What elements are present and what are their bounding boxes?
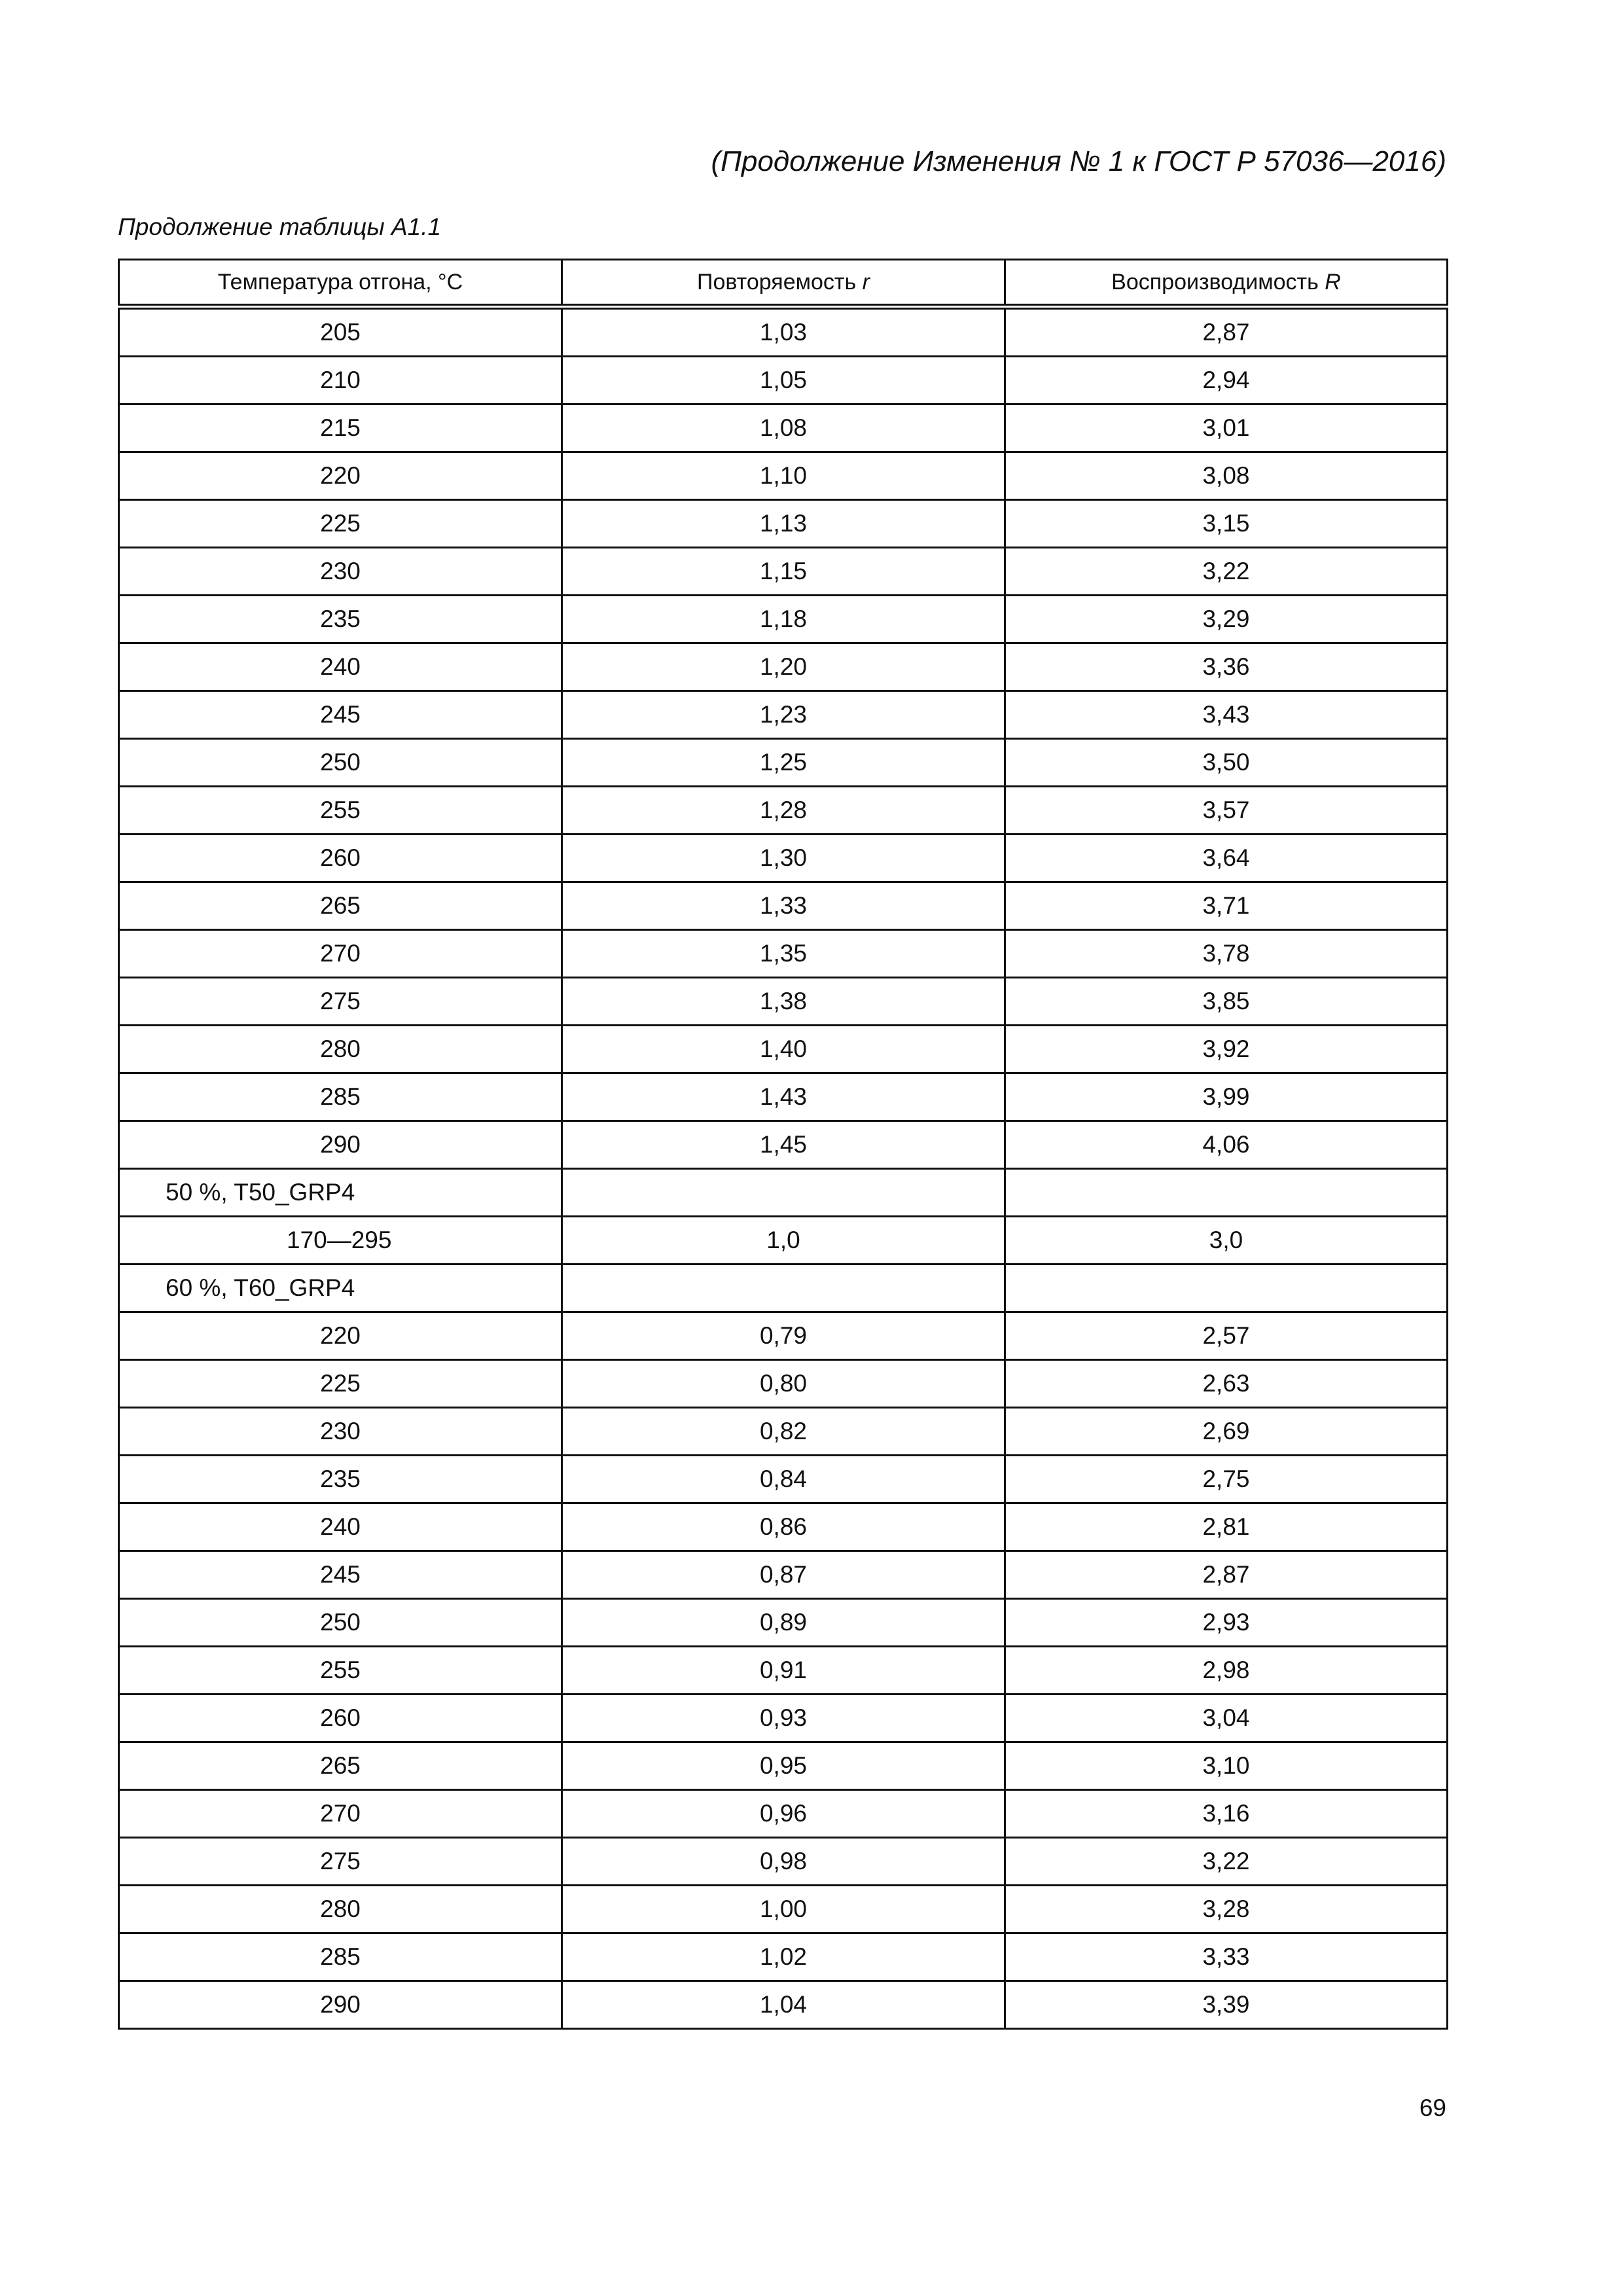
reproducibility-cell: 2,81 [1005,1503,1448,1551]
table-row [119,1933,1448,1981]
header-temperature: Температура отгона, °С [119,260,562,307]
repeatability-cell: 1,45 [562,1121,1005,1169]
repeatability-cell: 1,03 [562,307,1005,357]
data-table-container [118,259,1446,2030]
table-row [119,1073,1448,1121]
repeatability-cell: 0,96 [562,1790,1005,1838]
reproducibility-cell: 3,08 [1005,452,1448,500]
temperature-cell: 240 [119,643,562,691]
table-row [119,1695,1448,1742]
repeatability-cell: 0,80 [562,1360,1005,1408]
range-row-t50 [119,1217,1448,1265]
table-row [119,1026,1448,1073]
reproducibility-cell: 2,94 [1005,357,1448,404]
table-row [119,1886,1448,1933]
temperature-cell: 255 [119,1647,562,1695]
temperature-cell: 280 [119,1026,562,1073]
repeatability-cell: 1,33 [562,882,1005,930]
header-reproducibility-label: Воспроизводимость [1111,269,1319,295]
table-row [119,1121,1448,1169]
table-row [119,357,1448,404]
table-row [119,548,1448,596]
temperature-cell: 275 [119,1838,562,1886]
repeatability-cell: 1,08 [562,404,1005,452]
reproducibility-cell: 2,57 [1005,1312,1448,1360]
table-row [119,930,1448,978]
repeatability-cell: 1,28 [562,787,1005,834]
reproducibility-cell: 3,28 [1005,1886,1448,1933]
temperature-cell: 285 [119,1073,562,1121]
table-row [119,1456,1448,1503]
reproducibility-cell: 3,29 [1005,596,1448,643]
repeatability-cell: 1,00 [562,1886,1005,1933]
temperature-cell: 240 [119,1503,562,1551]
repeatability-cell: 0,84 [562,1456,1005,1503]
repeatability-cell: 1,13 [562,500,1005,548]
temperature-cell: 265 [119,1742,562,1790]
repeatability-cell: 1,05 [562,357,1005,404]
temperature-cell: 220 [119,1312,562,1360]
table-row [119,1981,1448,2029]
temperature-cell: 225 [119,1360,562,1408]
temperature-cell: 230 [119,1408,562,1456]
reproducibility-cell: 3,64 [1005,834,1448,882]
precision-table [118,259,1448,2030]
reproducibility-cell: 2,93 [1005,1599,1448,1647]
reproducibility-cell: 2,63 [1005,1360,1448,1408]
temperature-cell: 215 [119,404,562,452]
repeatability-cell: 1,0 [562,1217,1005,1265]
temperature-cell: 220 [119,452,562,500]
reproducibility-cell: 2,69 [1005,1408,1448,1456]
reproducibility-cell: 3,22 [1005,1838,1448,1886]
temperature-cell: 235 [119,1456,562,1503]
reproducibility-cell: 3,0 [1005,1217,1448,1265]
header-reproducibility [1005,260,1448,307]
repeatability-cell: 0,93 [562,1695,1005,1742]
temperature-cell: 270 [119,930,562,978]
repeatability-cell: 0,98 [562,1838,1005,1886]
table-row [119,1408,1448,1456]
temperature-cell: 245 [119,1551,562,1599]
temperature-cell: 210 [119,357,562,404]
temperature-cell: 255 [119,787,562,834]
repeatability-cell: 1,15 [562,548,1005,596]
reproducibility-cell: 3,22 [1005,548,1448,596]
table-row [119,500,1448,548]
reproducibility-cell: 2,98 [1005,1647,1448,1695]
temperature-cell: 290 [119,1121,562,1169]
reproducibility-symbol: R [1325,269,1341,295]
reproducibility-cell: 3,10 [1005,1742,1448,1790]
temperature-cell: 235 [119,596,562,643]
table-row [119,978,1448,1026]
table-row [119,1790,1448,1838]
reproducibility-cell: 2,75 [1005,1456,1448,1503]
table-row [119,1312,1448,1360]
header-repeatability-label: Повторяемость [697,269,857,295]
table-row [119,404,1448,452]
reproducibility-cell: 3,15 [1005,500,1448,548]
table-row [119,596,1448,643]
reproducibility-cell: 3,01 [1005,404,1448,452]
group-row-t50 [119,1169,1448,1217]
reproducibility-cell: 3,50 [1005,739,1448,787]
temperature-cell: 250 [119,1599,562,1647]
table-row [119,787,1448,834]
reproducibility-cell: 3,99 [1005,1073,1448,1121]
repeatability-cell: 1,18 [562,596,1005,643]
reproducibility-cell: 3,16 [1005,1790,1448,1838]
empty-cell [562,1265,1005,1312]
table-row [119,1551,1448,1599]
repeatability-cell: 0,89 [562,1599,1005,1647]
table-row [119,691,1448,739]
temperature-cell: 250 [119,739,562,787]
repeatability-cell: 1,35 [562,930,1005,978]
table-row [119,1647,1448,1695]
table-header [119,260,1448,307]
table-row [119,1599,1448,1647]
repeatability-cell: 1,20 [562,643,1005,691]
repeatability-symbol: r [862,269,870,295]
repeatability-cell: 1,04 [562,1981,1005,2029]
temperature-cell: 290 [119,1981,562,2029]
temperature-cell: 265 [119,882,562,930]
temperature-cell: 260 [119,834,562,882]
temperature-cell: 285 [119,1933,562,1981]
reproducibility-cell: 2,87 [1005,307,1448,357]
repeatability-cell: 0,87 [562,1551,1005,1599]
temperature-cell: 245 [119,691,562,739]
group-label-cell: 60 %, T60_GRP4 [119,1265,562,1312]
table-row [119,882,1448,930]
temperature-cell: 260 [119,1695,562,1742]
reproducibility-cell: 3,57 [1005,787,1448,834]
repeatability-cell: 0,79 [562,1312,1005,1360]
repeatability-cell: 1,38 [562,978,1005,1026]
header-repeatability [562,260,1005,307]
temperature-cell: 230 [119,548,562,596]
table-row [119,1838,1448,1886]
reproducibility-cell: 4,06 [1005,1121,1448,1169]
reproducibility-cell: 3,36 [1005,643,1448,691]
table-row [119,452,1448,500]
table-row [119,739,1448,787]
reproducibility-cell: 3,33 [1005,1933,1448,1981]
empty-cell [562,1169,1005,1217]
group-label-cell: 50 %, T50_GRP4 [119,1169,562,1217]
reproducibility-cell: 3,04 [1005,1695,1448,1742]
temperature-cell: 205 [119,307,562,357]
table-row [119,1503,1448,1551]
table-body [119,307,1448,2029]
page-number: 69 [1419,2094,1446,2121]
running-header: (Продолжение Изменения № 1 к ГОСТ Р 57036—2016) [711,145,1446,177]
repeatability-cell: 0,95 [562,1742,1005,1790]
table-row [119,1742,1448,1790]
temperature-cell: 280 [119,1886,562,1933]
empty-cell [1005,1169,1448,1217]
group-row-t60 [119,1265,1448,1312]
reproducibility-cell: 3,71 [1005,882,1448,930]
temperature-cell: 275 [119,978,562,1026]
temperature-cell: 225 [119,500,562,548]
repeatability-cell: 0,91 [562,1647,1005,1695]
repeatability-cell: 1,25 [562,739,1005,787]
repeatability-cell: 1,43 [562,1073,1005,1121]
reproducibility-cell: 3,92 [1005,1026,1448,1073]
table-row [119,834,1448,882]
reproducibility-cell: 3,85 [1005,978,1448,1026]
reproducibility-cell: 3,78 [1005,930,1448,978]
repeatability-cell: 1,23 [562,691,1005,739]
repeatability-cell: 1,40 [562,1026,1005,1073]
repeatability-cell: 1,30 [562,834,1005,882]
reproducibility-cell: 3,43 [1005,691,1448,739]
repeatability-cell: 1,10 [562,452,1005,500]
empty-cell [1005,1265,1448,1312]
repeatability-cell: 1,02 [562,1933,1005,1981]
reproducibility-cell: 2,87 [1005,1551,1448,1599]
temperature-cell: 270 [119,1790,562,1838]
table-row [119,1360,1448,1408]
table-caption: Продолжение таблицы А1.1 [118,213,442,240]
repeatability-cell: 0,86 [562,1503,1005,1551]
header-row [119,260,1448,307]
repeatability-cell: 0,82 [562,1408,1005,1456]
temperature-range-cell: 170—295 [119,1217,562,1265]
table-row [119,643,1448,691]
table-row [119,307,1448,357]
reproducibility-cell: 3,39 [1005,1981,1448,2029]
